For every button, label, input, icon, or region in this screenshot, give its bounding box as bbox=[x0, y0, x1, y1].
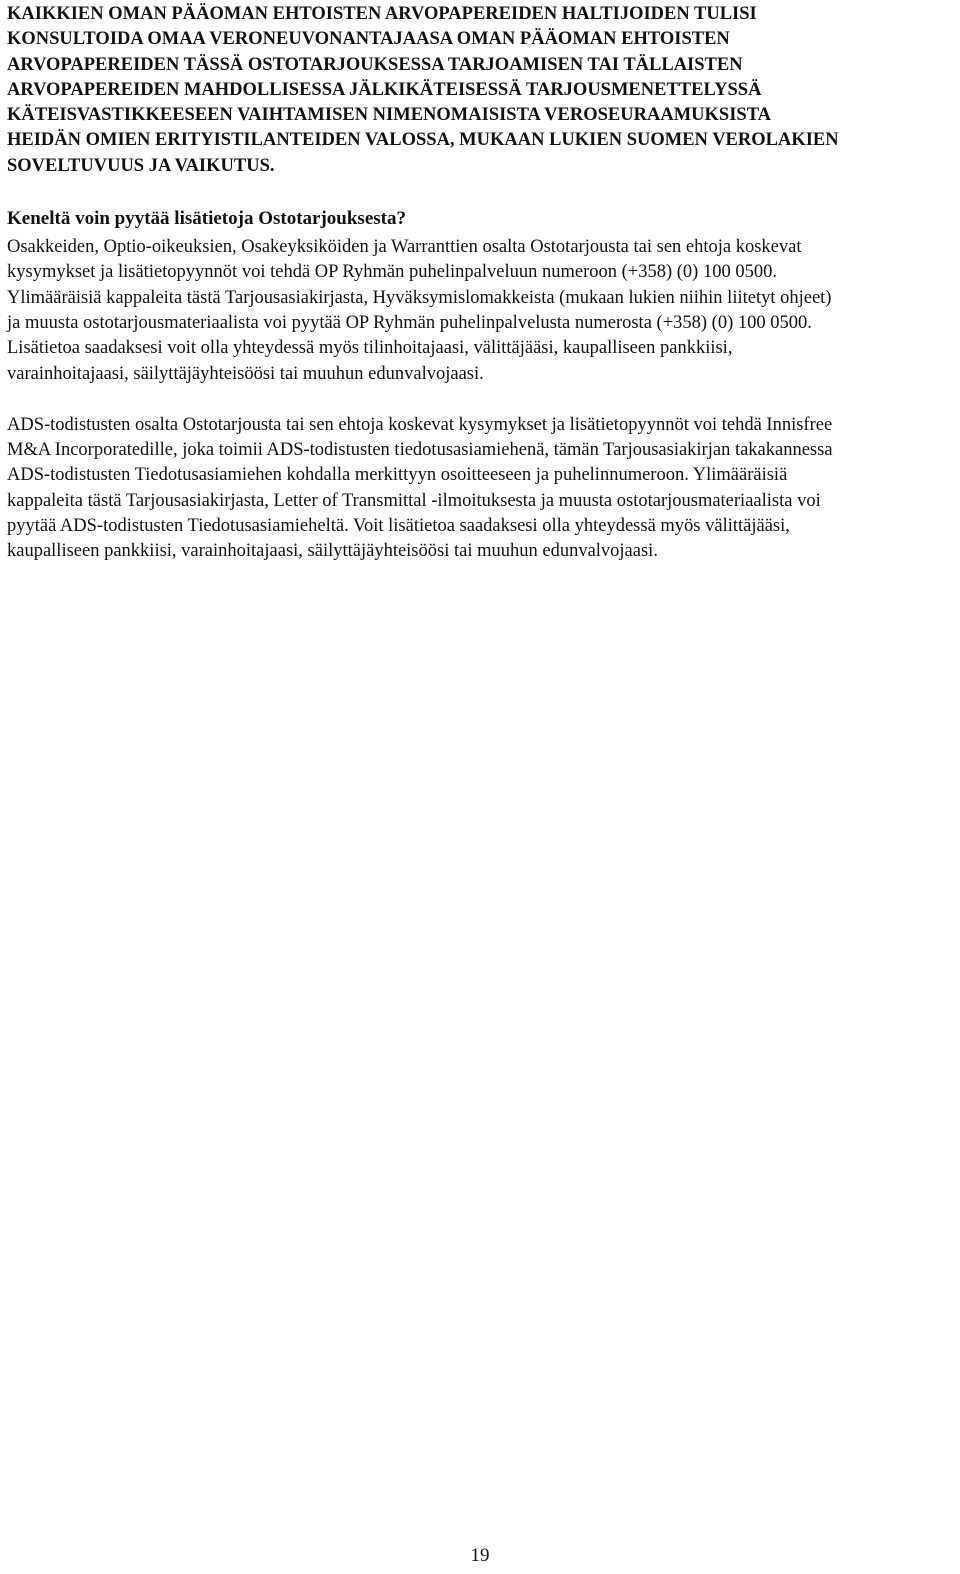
disclaimer-line: ARVOPAPEREIDEN MAHDOLLISESSA JÄLKIKÄTEISESSÄ TARJOUSMENETTELYSSÄ bbox=[7, 79, 762, 100]
paragraph-line: Lisätietoa saadaksesi voit olla yhteydessä myös tilinhoitajaasi, välittäjääsi, kaupalliseen pankkiisi, bbox=[7, 338, 733, 359]
tax-disclaimer-paragraph bbox=[7, 0, 955, 179]
paragraph-line: M&A Incorporatedille, joka toimii ADS-todistusten tiedotusasiamiehenä, tämän Tarjousasiakirjan takakannessa bbox=[7, 440, 833, 461]
paragraph-line: ADS-todistusten Tiedotusasiamiehen kohdalla merkittyyn osoitteeseen ja puhelinnumeroon. Ylimääräisiä bbox=[7, 465, 788, 486]
paragraph-line: kaupalliseen pankkiisi, varainhoitajaasi, säilyttäjäyhteisöösi tai muuhun edunvalvojaasi. bbox=[7, 541, 658, 562]
disclaimer-line: HEIDÄN OMIEN ERITYISTILANTEIDEN VALOSSA, MUKAAN LUKIEN SUOMEN VEROLAKIEN bbox=[7, 130, 839, 151]
page-number: 19 bbox=[470, 1545, 490, 1566]
disclaimer-line: ARVOPAPEREIDEN TÄSSÄ OSTOTARJOUKSESSA TARJOAMISEN TAI TÄLLAISTEN bbox=[7, 54, 743, 75]
disclaimer-line: SOVELTUVUUS JA VAIKUTUS. bbox=[7, 155, 275, 176]
paragraph-line: pyytää ADS-todistusten Tiedotusasiamieheltä. Voit lisätietoa saadaksesi olla yhteydessä myös välittäjääsi, bbox=[7, 516, 790, 537]
section-heading: Keneltä voin pyytää lisätietoja Ostotarjouksesta? bbox=[7, 208, 406, 230]
paragraph-line: kysymykset ja lisätietopyynnöt voi tehdä OP Ryhmän puhelinpalveluun numeroon (+358) (0) 100 0500. bbox=[7, 262, 777, 283]
paragraph-line: ADS-todistusten osalta Ostotarjousta tai sen ehtoja koskevat kysymykset ja lisätietopyynnöt voi tehdä Innisfree bbox=[7, 414, 833, 435]
disclaimer-line: KONSULTOIDA OMAA VERONEUVONANTAJAASA OMAN PÄÄOMAN EHTOISTEN bbox=[7, 29, 730, 50]
disclaimer-line: KAIKKIEN OMAN PÄÄOMAN EHTOISTEN ARVOPAPEREIDEN HALTIJOIDEN TULISI bbox=[7, 4, 757, 24]
paragraph-line: varainhoitajaasi, säilyttäjäyhteisöösi tai muuhun edunvalvojaasi. bbox=[7, 363, 484, 384]
disclaimer-line: KÄTEISVASTIKKEESEEN VAIHTAMISEN NIMENOMAISISTA VEROSEURAAMUKSISTA bbox=[7, 105, 772, 126]
paragraph-line: Osakkeiden, Optio-oikeuksien, Osakeyksiköiden ja Warranttien osalta Ostotarjousta tai sen ehtoja koskevat bbox=[7, 237, 802, 258]
paragraph-line: Ylimääräisiä kappaleita tästä Tarjousasiakirjasta, Hyväksymislomakkeista (mukaan lukien niihin liitetyt ohjeet) bbox=[7, 287, 832, 308]
paragraph-line: ja muusta ostotarjousmateriaalista voi pyytää OP Ryhmän puhelinpalvelusta numerosta (+358) (0) 100 0500. bbox=[7, 312, 812, 333]
paragraph-line: kappaleita tästä Tarjousasiakirjasta, Letter of Transmittal -ilmoituksesta ja muusta ostotarjousmateriaalista voi bbox=[7, 490, 821, 511]
document-page bbox=[7, 0, 955, 565]
ads-info-paragraph bbox=[7, 413, 955, 565]
securities-info-paragraph bbox=[7, 235, 955, 387]
